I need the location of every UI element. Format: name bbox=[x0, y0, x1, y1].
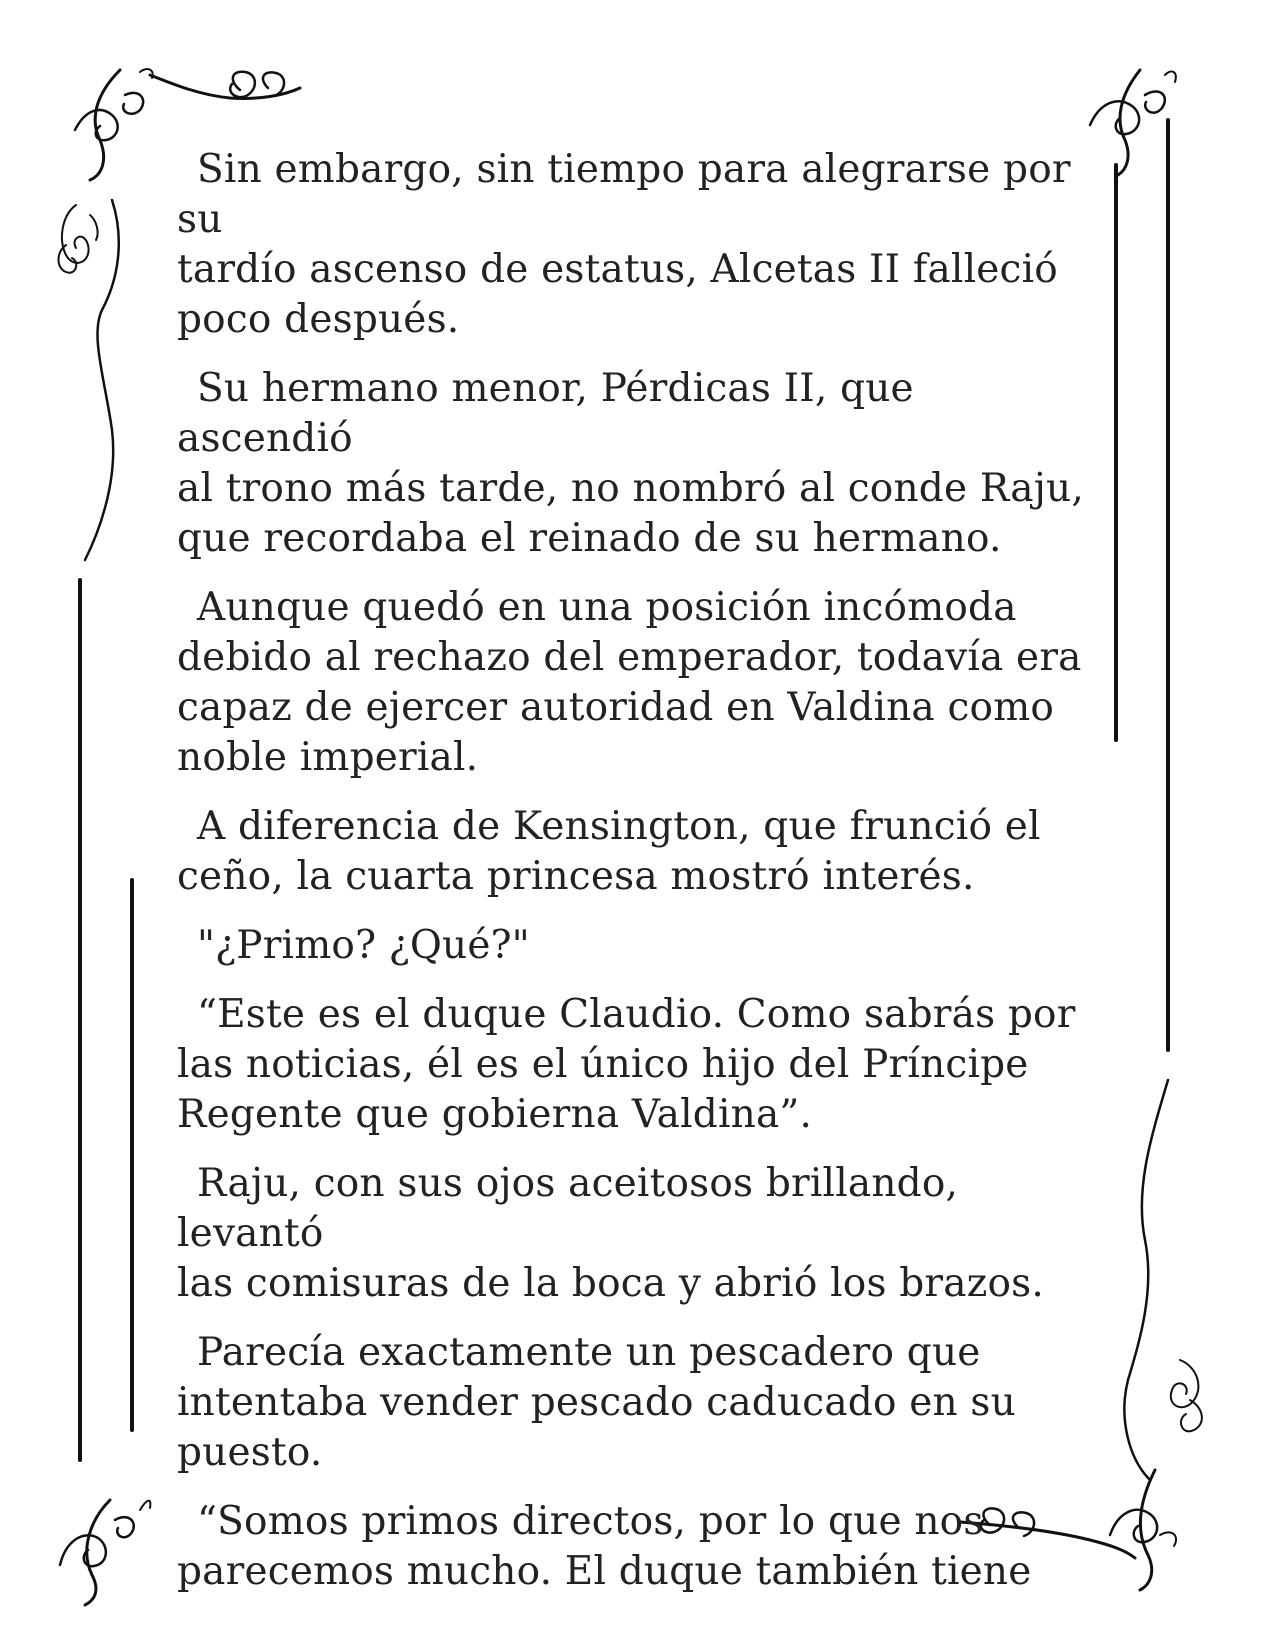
text-line: Regente que gobierna Valdina”. bbox=[177, 1092, 813, 1137]
text-line: Parecía exactamente un pescadero que bbox=[197, 1330, 981, 1375]
text-line: A diferencia de Kensington, que frunció el bbox=[197, 804, 1041, 849]
page-body bbox=[177, 145, 1097, 1616]
text-line: intentaba vender pescado caducado en su bbox=[177, 1380, 1016, 1425]
text-line: Raju, con sus ojos aceitosos brillando, levantó bbox=[177, 1161, 959, 1256]
text-line: capaz de ejercer autoridad en Valdina como bbox=[177, 685, 1055, 730]
paragraph bbox=[177, 1159, 1097, 1309]
text-line: “Este es el duque Claudio. Como sabrás por bbox=[197, 992, 1076, 1037]
text-line: tardío ascenso de estatus, Alcetas II falleció bbox=[177, 247, 1058, 292]
paragraph bbox=[177, 921, 1097, 971]
text-line: que recordaba el reinado de su hermano. bbox=[177, 516, 1002, 561]
paragraph bbox=[177, 990, 1097, 1140]
top-right-flourish bbox=[1090, 70, 1176, 175]
text-line: al trono más tarde, no nombró al conde Raju, bbox=[177, 466, 1084, 511]
paragraph bbox=[177, 1497, 1097, 1597]
text-line: parecemos mucho. El duque también tiene bbox=[177, 1549, 1032, 1594]
right-vine bbox=[1124, 1080, 1201, 1480]
paragraph bbox=[177, 1328, 1097, 1478]
text-line: Aunque quedó en una posición incómoda bbox=[197, 585, 1017, 630]
paragraph bbox=[177, 583, 1097, 783]
paragraph bbox=[177, 364, 1097, 564]
text-line: Su hermano menor, Pérdicas II, que ascendió bbox=[177, 366, 914, 461]
paragraph bbox=[177, 145, 1097, 345]
text-line: "¿Primo? ¿Qué?" bbox=[197, 923, 530, 968]
text-line: poco después. bbox=[177, 297, 460, 342]
text-line: las comisuras de la boca y abrió los brazos. bbox=[177, 1261, 1044, 1306]
left-vine bbox=[59, 200, 119, 560]
text-line: puesto. bbox=[177, 1430, 323, 1475]
text-line: debido al rechazo del emperador, todavía era bbox=[177, 635, 1082, 680]
text-line: ceño, la cuarta princesa mostró interés. bbox=[177, 854, 975, 899]
text-line: Sin embargo, sin tiempo para alegrarse por su bbox=[177, 147, 1071, 242]
paragraph bbox=[177, 802, 1097, 902]
text-line: las noticias, él es el único hijo del Príncipe bbox=[177, 1042, 1029, 1087]
bottom-left-flourish bbox=[60, 1500, 150, 1605]
text-line: noble imperial. bbox=[177, 735, 479, 780]
text-line: “Somos primos directos, por lo que nos bbox=[197, 1499, 984, 1544]
